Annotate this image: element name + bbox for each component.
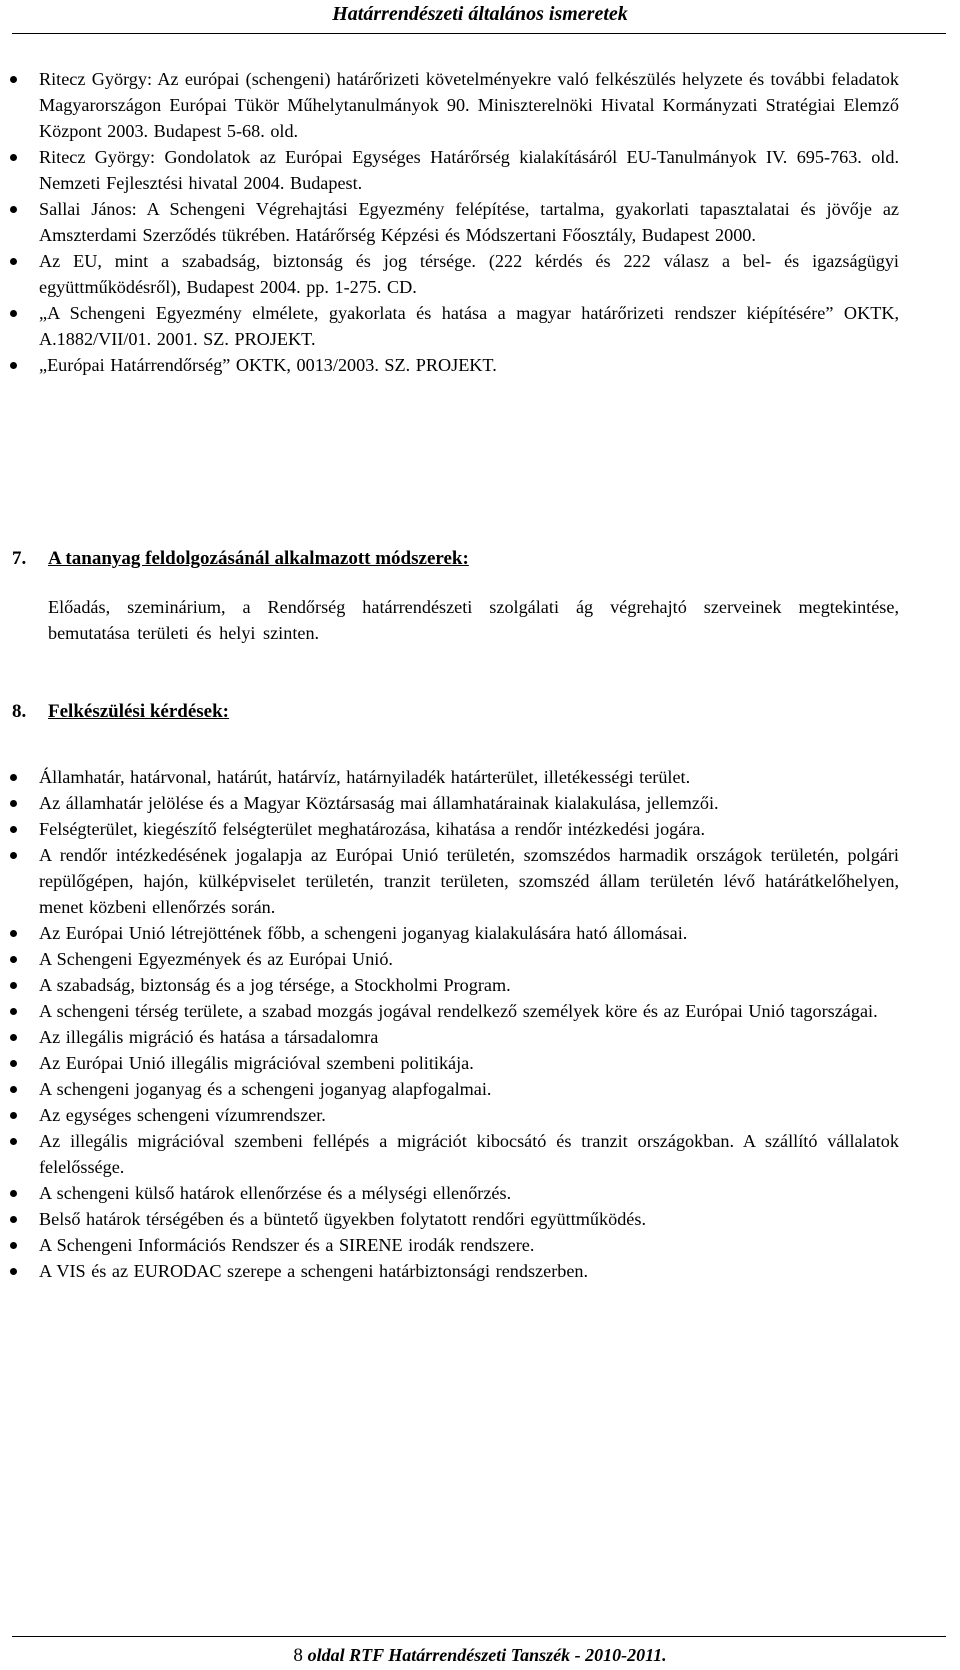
bullet-icon	[10, 1034, 17, 1041]
section-7-heading	[12, 546, 469, 572]
question-item-text: Az Európai Unió illegális migrációval szembeni politikája.	[39, 1053, 474, 1073]
page-number: 8	[293, 1645, 303, 1666]
question-item-text: A schengeni joganyag és a schengeni joganyag alapfogalmai.	[39, 1079, 492, 1099]
page-footer	[0, 1643, 960, 1668]
question-item-text: Államhatár, határvonal, határút, határvíz, határnyiladék határterület, illetékességi terület.	[39, 767, 691, 787]
questions-list	[0, 764, 899, 1284]
section-8-heading	[12, 699, 229, 725]
section-7-title: A tananyag feldolgozásánál alkalmazott módszerek:	[48, 548, 469, 569]
question-item	[0, 1180, 899, 1206]
question-item-text: A schengeni térség területe, a szabad mozgás jogával rendelkező személyek köre és az Európai Unió tagországai.	[39, 1001, 878, 1021]
question-item	[0, 764, 899, 790]
question-item	[0, 1024, 899, 1050]
reference-item-text: Ritecz György: Gondolatok az Európai Egységes Határőrség kialakításáról EU-Tanulmányok IV. 695-763. old. Nemzeti Fejlesztési hivatal 2004. Budapest.	[39, 147, 899, 193]
header-rule	[12, 33, 946, 34]
question-item	[0, 1128, 899, 1180]
bullet-icon	[10, 310, 17, 317]
reference-item-text: „Európai Határrendőrség” OKTK, 0013/2003. SZ. PROJEKT.	[39, 355, 497, 375]
bullet-icon	[10, 826, 17, 833]
bullet-icon	[10, 774, 17, 781]
bullet-icon	[10, 1086, 17, 1093]
question-item-text: A schengeni külső határok ellenőrzése és a mélységi ellenőrzés.	[39, 1183, 512, 1203]
bullet-icon	[10, 1242, 17, 1249]
question-item	[0, 920, 899, 946]
question-item	[0, 790, 899, 816]
bullet-icon	[10, 1112, 17, 1119]
question-item-text: A VIS és az EURODAC szerepe a schengeni határbiztonsági rendszerben.	[39, 1261, 589, 1281]
bullet-icon	[10, 1008, 17, 1015]
section-8-title: Felkészülési kérdések:	[48, 701, 230, 722]
bullet-icon	[10, 154, 17, 161]
bullet-icon	[10, 362, 17, 369]
bullet-icon	[10, 956, 17, 963]
question-item-text: A rendőr intézkedésének jogalapja az Európai Unió területén, szomszédos harmadik országok területén, polgári repülőgépen, hajón, külképviselet területén, tranzit területen, szomszéd állam területén lévő határátkelőhelyen, menet közbeni ellenőrzés során.	[39, 845, 899, 917]
bullet-icon	[10, 930, 17, 937]
reference-item	[0, 248, 899, 300]
section-7-number: 7.	[12, 548, 27, 569]
question-item	[0, 1102, 899, 1128]
question-item	[0, 998, 899, 1024]
question-item-text: Belső határok térségében és a büntető ügyekben folytatott rendőri együttműködés.	[39, 1209, 647, 1229]
bullet-icon	[10, 1268, 17, 1275]
question-item	[0, 842, 899, 920]
bullet-icon	[10, 1060, 17, 1067]
question-item-text: Az Európai Unió létrejöttének főbb, a schengeni joganyag kialakulására ható állomásai.	[39, 923, 688, 943]
footer-rule	[12, 1636, 946, 1637]
question-item	[0, 1050, 899, 1076]
question-item-text: Az illegális migráció és hatása a társadalomra	[39, 1027, 379, 1047]
question-item	[0, 946, 899, 972]
question-item-text: A Schengeni Egyezmények és az Európai Unió.	[39, 949, 393, 969]
question-item	[0, 1076, 899, 1102]
question-item-text: A szabadság, biztonság és a jog térsége, a Stockholmi Program.	[39, 975, 511, 995]
section-7-text: Előadás, szeminárium, a Rendőrség határrendészeti szolgálati ág végrehajtó szerveinek megtekintése, bemutatása területi és helyi szinten.	[48, 597, 899, 643]
question-item-text: Felségterület, kiegészítő felségterület meghatározása, kihatása a rendőr intézkedési jogára.	[39, 819, 706, 839]
reference-item	[0, 300, 899, 352]
reference-item-text: Az EU, mint a szabadság, biztonság és jog térsége. (222 kérdés és 222 válasz a bel- és igazságügyi együttműködésről), Budapest 2004. pp. 1-275. CD.	[39, 251, 899, 297]
reference-item	[0, 352, 899, 378]
reference-item	[0, 66, 899, 144]
bullet-icon	[10, 258, 17, 265]
bullet-icon	[10, 1216, 17, 1223]
reference-item-text: Ritecz György: Az európai (schengeni) határőrizeti követelményekre való felkészülés helyzete és további feladatok Magyarországon Európai Tükör Műhelytanulmányok 90. Miniszterelnöki Hivatal Kormányzati Stratégiai Elemző Központ 2003. Budapest 5-68. old.	[39, 69, 899, 141]
bullet-icon	[10, 800, 17, 807]
footer-text: oldal RTF Határrendészeti Tanszék - 2010-2011.	[307, 1645, 667, 1665]
question-item-text: A Schengeni Információs Rendszer és a SIRENE irodák rendszere.	[39, 1235, 535, 1255]
question-item	[0, 1232, 899, 1258]
bullet-icon	[10, 1190, 17, 1197]
bullet-icon	[10, 206, 17, 213]
question-item-text: Az illegális migrációval szembeni fellépés a migrációt kibocsátó és tranzit országokban. A szállító vállalatok felelőssége.	[39, 1131, 899, 1177]
page-header: Határrendészeti általános ismeretek	[332, 3, 628, 25]
question-item	[0, 1206, 899, 1232]
reference-item-text: Sallai János: A Schengeni Végrehajtási Egyezmény felépítése, tartalma, gyakorlati tapasztalatai és jövője az Amszterdami Szerződés tükrében. Határőrség Képzési és Módszertani Főosztály, Budapest 2000.	[39, 199, 899, 245]
bullet-icon	[10, 982, 17, 989]
question-item	[0, 816, 899, 842]
bullet-icon	[10, 76, 17, 83]
references-list	[0, 66, 899, 378]
reference-item	[0, 144, 899, 196]
bullet-icon	[10, 852, 17, 859]
question-item-text: Az államhatár jelölése és a Magyar Köztársaság mai államhatárainak kialakulása, jellemzői.	[39, 793, 719, 813]
section-8-number: 8.	[12, 701, 27, 722]
question-item	[0, 972, 899, 998]
reference-item	[0, 196, 899, 248]
question-item	[0, 1258, 899, 1284]
question-item-text: Az egységes schengeni vízumrendszer.	[39, 1105, 326, 1125]
reference-item-text: „A Schengeni Egyezmény elmélete, gyakorlata és hatása a magyar határőrizeti rendszer kiépítésére” OKTK, A.1882/VII/01. 2001. SZ. PROJEKT.	[39, 303, 899, 349]
bullet-icon	[10, 1138, 17, 1145]
